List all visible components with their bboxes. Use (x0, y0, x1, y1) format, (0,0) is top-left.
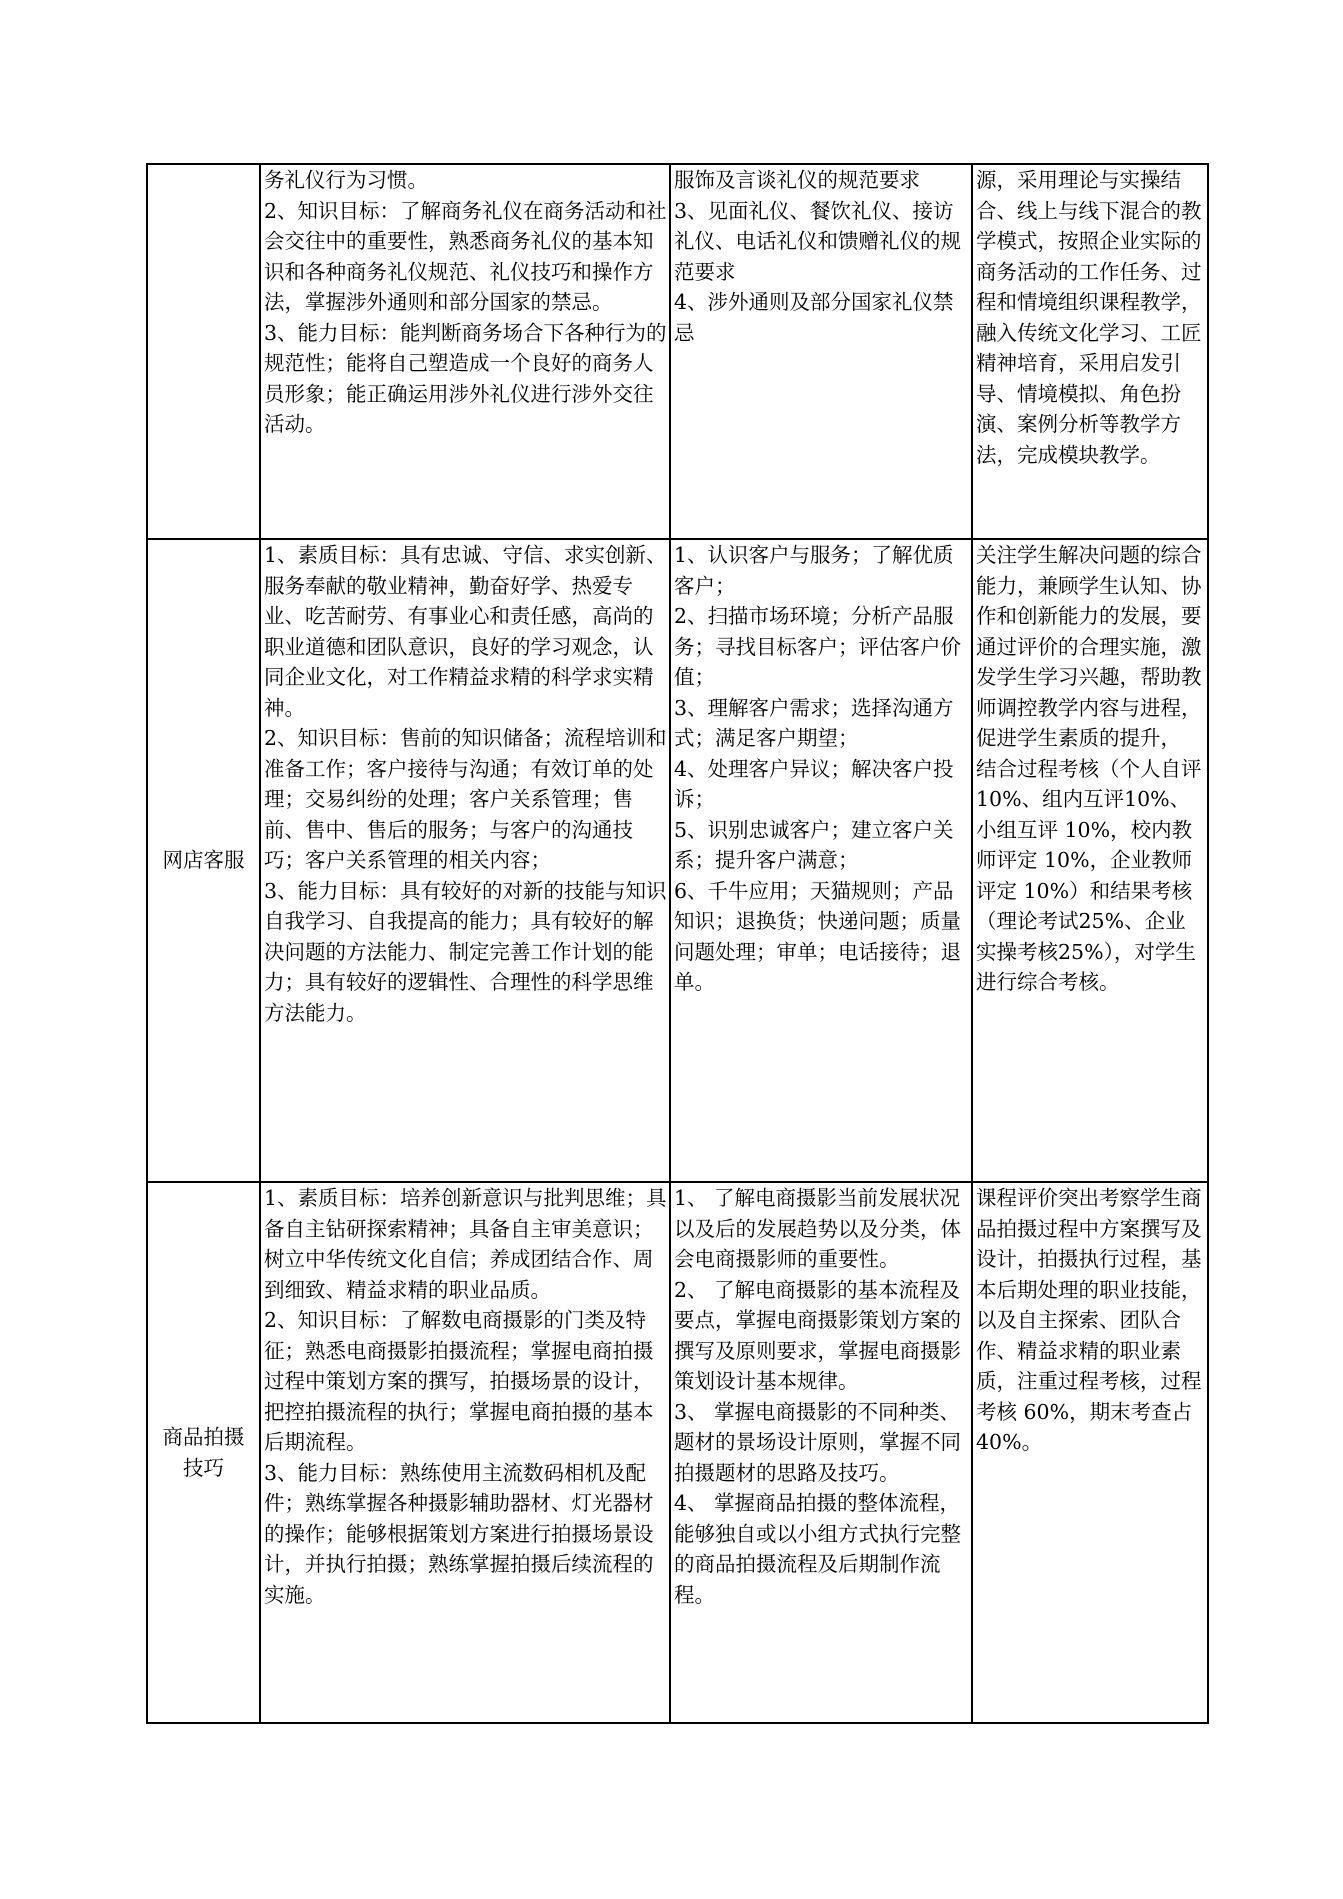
content-cell (670, 539, 972, 1182)
content-text: 服饰及言谈礼仪的规范要求 (674, 168, 920, 192)
objective-text: 2、知识目标：了解商务礼仪在商务活动和社会交往中的重要性，熟悉商务礼仪的基本知识和各种商务礼仪规范、礼仪技巧和操作方法，掌握涉外通则和部分国家的禁忌。 (264, 198, 667, 314)
requirements-cell (972, 1182, 1208, 1723)
content-text: 3、 掌握电商摄影的不同种类、题材的景场设计原则，掌握不同拍摄题材的思路及技巧。 (674, 1399, 961, 1485)
objectives-cell (260, 539, 670, 1182)
course-table (146, 163, 1209, 1724)
objective-text: 务礼仪行为习惯。 (264, 168, 428, 192)
objectives-cell (260, 1182, 670, 1723)
objective-text: 3、能力目标：熟练使用主流数码相机及配件；熟练掌握各种摄影辅助器材、灯光器材的操作；能够根据策划方案进行拍摄场景设计，并执行拍摄；熟练掌握拍摄后续流程的实施。 (264, 1460, 654, 1607)
content-text: 4、涉外通则及部分国家礼仪禁忌 (674, 290, 954, 345)
content-cell (670, 164, 972, 539)
content-cell (670, 1182, 972, 1723)
requirements-cell (972, 164, 1208, 539)
objective-text: 1、素质目标：具有忠诚、守信、求实创新、服务奉献的敬业精神，勤奋好学、热爱专业、吃苦耐劳、有事业心和责任感，高尚的职业道德和团队意识，良好的学习观念，认同企业文化，对工作精益求精的科学求实精神。 (264, 543, 667, 720)
objective-text: 3、能力目标：能判断商务场合下各种行为的规范性；能将自己塑造成一个良好的商务人员形象；能正确运用涉外礼仪进行涉外交往活动。 (264, 320, 667, 436)
requirement-text: 课程评价突出考察学生商品拍摄过程中方案撰写及设计，拍摄执行过程，基本后期处理的职业技能，以及自主探索、团队合作、精益求精的职业素质，注重过程考核，过程考核 60%，期末考查占 40%。 (976, 1186, 1202, 1454)
objective-text: 2、知识目标：了解数电商摄影的门类及特征；熟悉电商摄影拍摄流程；掌握电商拍摄过程中策划方案的撰写，拍摄场景的设计，把控拍摄流程的执行；掌握电商拍摄的基本后期流程。 (264, 1308, 654, 1454)
course-name-cell: 商品拍摄技巧 (147, 1182, 260, 1723)
objective-text: 2、知识目标：售前的知识储备；流程培训和准备工作；客户接待与沟通；有效订单的处理；交易纠纷的处理；客户关系管理；售前、售中、售后的服务；与客户的沟通技巧；客户关系管理的相关内容； (264, 726, 667, 872)
objectives-cell (260, 164, 670, 539)
content-text: 2、扫描市场环境；分析产品服务；寻找目标客户；评估客户价值； (674, 604, 961, 689)
content-text: 5、识别忠诚客户；建立客户关系；提升客户满意； (674, 817, 954, 872)
requirement-text: 源，采用理论与实操结合、线上与线下混合的教学模式，按照企业实际的商务活动的工作任务、过程和情境组织课程教学，融入传统文化学习、工匠精神培育，采用启发引导、情境模拟、角色扮演、案例分析等教学方法，完成模块教学。 (976, 168, 1202, 467)
table-row (147, 164, 1208, 539)
content-text: 3、见面礼仪、餐饮礼仪、接访礼仪、电话礼仪和馈赠礼仪的规范要求 (674, 198, 961, 284)
table-row (147, 539, 1208, 1182)
content-text: 4、处理客户异议；解决客户投诉； (674, 756, 954, 811)
content-text: 1、 了解电商摄影当前发展状况以及后的发展趋势以及分类，体会电商摄影师的重要性。 (674, 1186, 961, 1271)
content-text: 6、千牛应用；天猫规则；产品知识；退换货；快递问题；质量问题处理；审单；电话接待；退单。 (674, 878, 961, 994)
content-text: 2、 了解电商摄影的基本流程及要点，掌握电商摄影策划方案的撰写及原则要求，掌握电商摄影策划设计基本规律。 (674, 1277, 961, 1393)
content-text: 3、理解客户需求；选择沟通方式；满足客户期望； (674, 695, 954, 750)
objective-text: 1、素质目标：培养创新意识与批判思维；具备自主钻研探索精神；具备自主审美意识；树立中华传统文化自信；养成团结合作、周到细致、精益求精的职业品质。 (264, 1186, 667, 1302)
requirements-cell (972, 539, 1208, 1182)
requirement-text: 关注学生解决问题的综合能力，兼顾学生认知、协作和创新能力的发展，要通过评价的合理实施，激发学生学习兴趣，帮助教师调控教学内容与进程，促进学生素质的提升， 结合过程考核（个人自评10%、组内互评10%、小组互评 10%，校内教师评定 10%，企业教师评定 10%）和结果考核（理论考试25%、企业实操考核25%），对学生进行综合考核。 (976, 543, 1202, 994)
objective-text: 3、能力目标：具有较好的对新的技能与知识自我学习、自我提高的能力；具有较好的解决问题的方法能力、制定完善工作计划的能力；具有较好的逻辑性、合理性的科学思维方法能力。 (264, 878, 667, 1025)
course-name-cell: 网店客服 (147, 539, 260, 1182)
content-text: 4、 掌握商品拍摄的整体流程，能够独自或以小组方式执行完整的商品拍摄流程及后期制作流程。 (674, 1491, 961, 1607)
course-name-cell (147, 164, 260, 539)
table-row (147, 1182, 1208, 1723)
content-text: 1、认识客户与服务；了解优质客户； (674, 543, 954, 598)
